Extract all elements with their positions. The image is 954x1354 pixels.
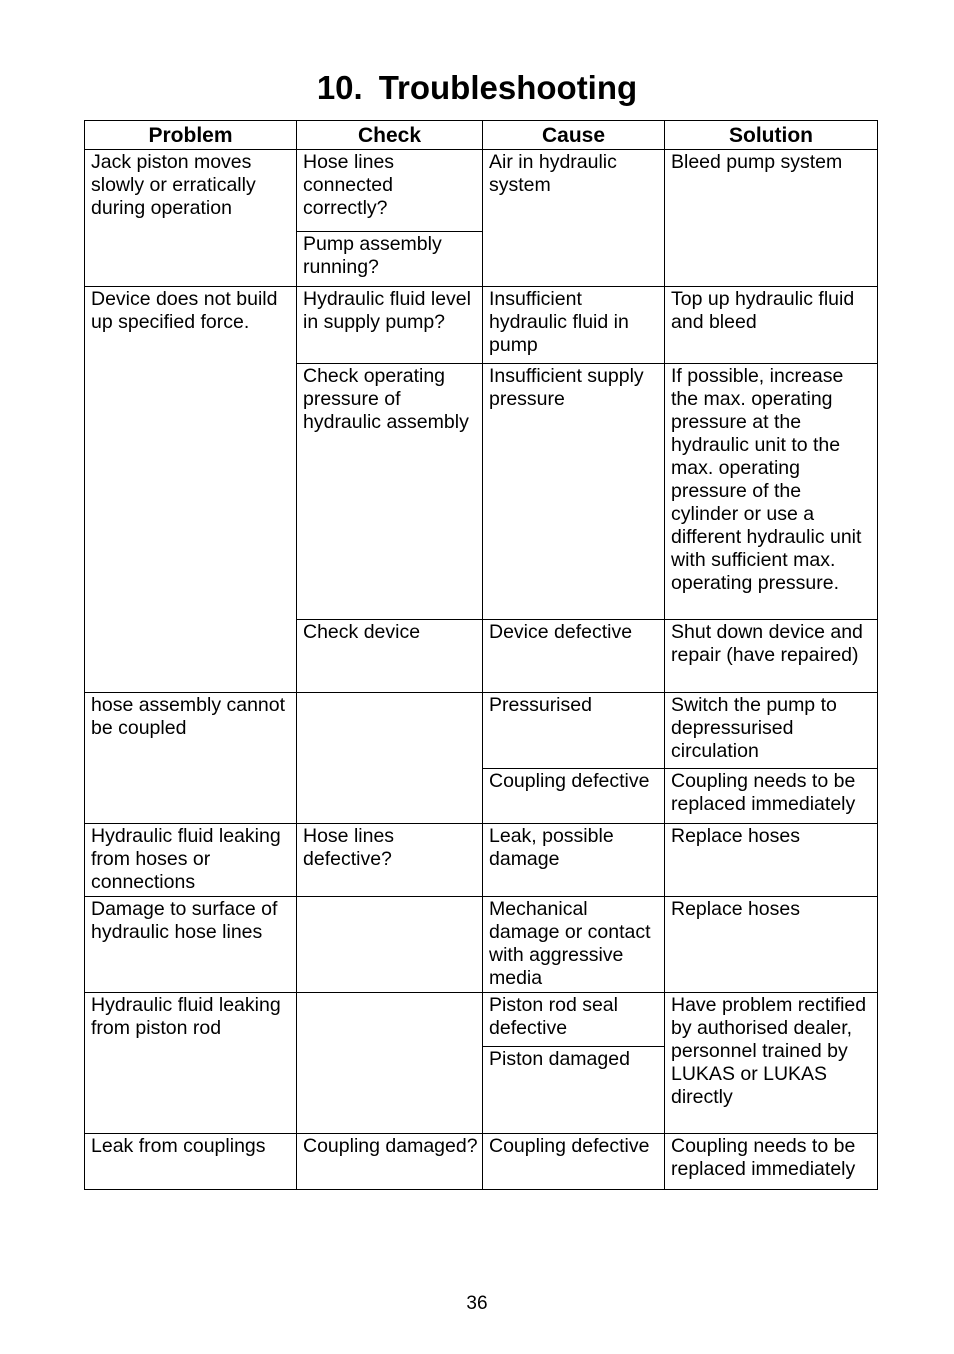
solution-cell: Top up hydraulic fluid and bleed	[665, 287, 878, 364]
page-title	[0, 66, 954, 110]
table-row	[85, 993, 878, 1047]
problem-cell: Device does not build up specified force.	[85, 287, 297, 693]
check-cell: Hose lines connected correctly?	[297, 150, 483, 232]
cause-cell: Air in hydraulic system	[483, 150, 665, 287]
problem-cell: Damage to surface of hydraulic hose lines	[85, 897, 297, 993]
table-row	[85, 150, 878, 232]
check-cell: Check operating pressure of hydraulic assembly	[297, 364, 483, 620]
solution-cell: Replace hoses	[665, 824, 878, 897]
problem-cell: Hydraulic fluid leaking from piston rod	[85, 993, 297, 1134]
check-cell: Hydraulic fluid level in supply pump?	[297, 287, 483, 364]
page-number: 36	[466, 1293, 488, 1314]
section-title: Troubleshooting	[378, 69, 638, 106]
solution-cell: If possible, increase the max. operating pressure at the hydraulic unit to the max. operating pressure of the cylinder or use a different hydraulic unit with sufficient max. operating pressure.	[665, 364, 878, 620]
table-row	[85, 897, 878, 993]
header-cause: Cause	[483, 121, 665, 150]
check-cell: Pump assembly running?	[297, 232, 483, 287]
problem-cell: Hydraulic fluid leaking from hoses or connections	[85, 824, 297, 897]
check-cell: Check device	[297, 620, 483, 693]
problem-cell: Leak from couplings	[85, 1134, 297, 1190]
header-row	[85, 121, 878, 150]
header-problem: Problem	[85, 121, 297, 150]
cause-cell: Device defective	[483, 620, 665, 693]
cause-cell: Leak, possible damage	[483, 824, 665, 897]
cause-cell: Coupling defective	[483, 769, 665, 824]
solution-cell: Have problem rectified by authorised dealer, personnel trained by LUKAS or LUKAS directly	[665, 993, 878, 1134]
check-cell	[297, 897, 483, 993]
check-cell: Hose lines defective?	[297, 824, 483, 897]
check-cell: Coupling damaged?	[297, 1134, 483, 1190]
solution-cell: Replace hoses	[665, 897, 878, 993]
cause-cell: Insufficient hydraulic fluid in pump	[483, 287, 665, 364]
header-check: Check	[297, 121, 483, 150]
problem-cell: hose assembly cannot be coupled	[85, 693, 297, 824]
check-cell	[297, 993, 483, 1134]
solution-cell: Coupling needs to be replaced immediately	[665, 1134, 878, 1190]
troubleshooting-table	[84, 120, 878, 1190]
check-cell	[297, 693, 483, 824]
solution-cell: Bleed pump system	[665, 150, 878, 287]
problem-cell: Jack piston moves slowly or erratically during operation	[85, 150, 297, 287]
cause-cell: Mechanical damage or contact with aggressive media	[483, 897, 665, 993]
cause-cell: Pressurised	[483, 693, 665, 769]
cause-cell: Piston damaged	[483, 1047, 665, 1134]
solution-cell: Switch the pump to depressurised circulation	[665, 693, 878, 769]
table-row	[85, 824, 878, 897]
table-row	[85, 287, 878, 364]
cause-cell: Insufficient supply pressure	[483, 364, 665, 620]
cause-cell: Coupling defective	[483, 1134, 665, 1190]
section-number: 10.	[316, 69, 363, 106]
solution-cell: Shut down device and repair (have repaired)	[665, 620, 878, 693]
cause-cell: Piston rod seal defective	[483, 993, 665, 1047]
table-row	[85, 693, 878, 769]
table-row	[85, 1134, 878, 1190]
solution-cell: Coupling needs to be replaced immediately	[665, 769, 878, 824]
header-solution: Solution	[665, 121, 878, 150]
